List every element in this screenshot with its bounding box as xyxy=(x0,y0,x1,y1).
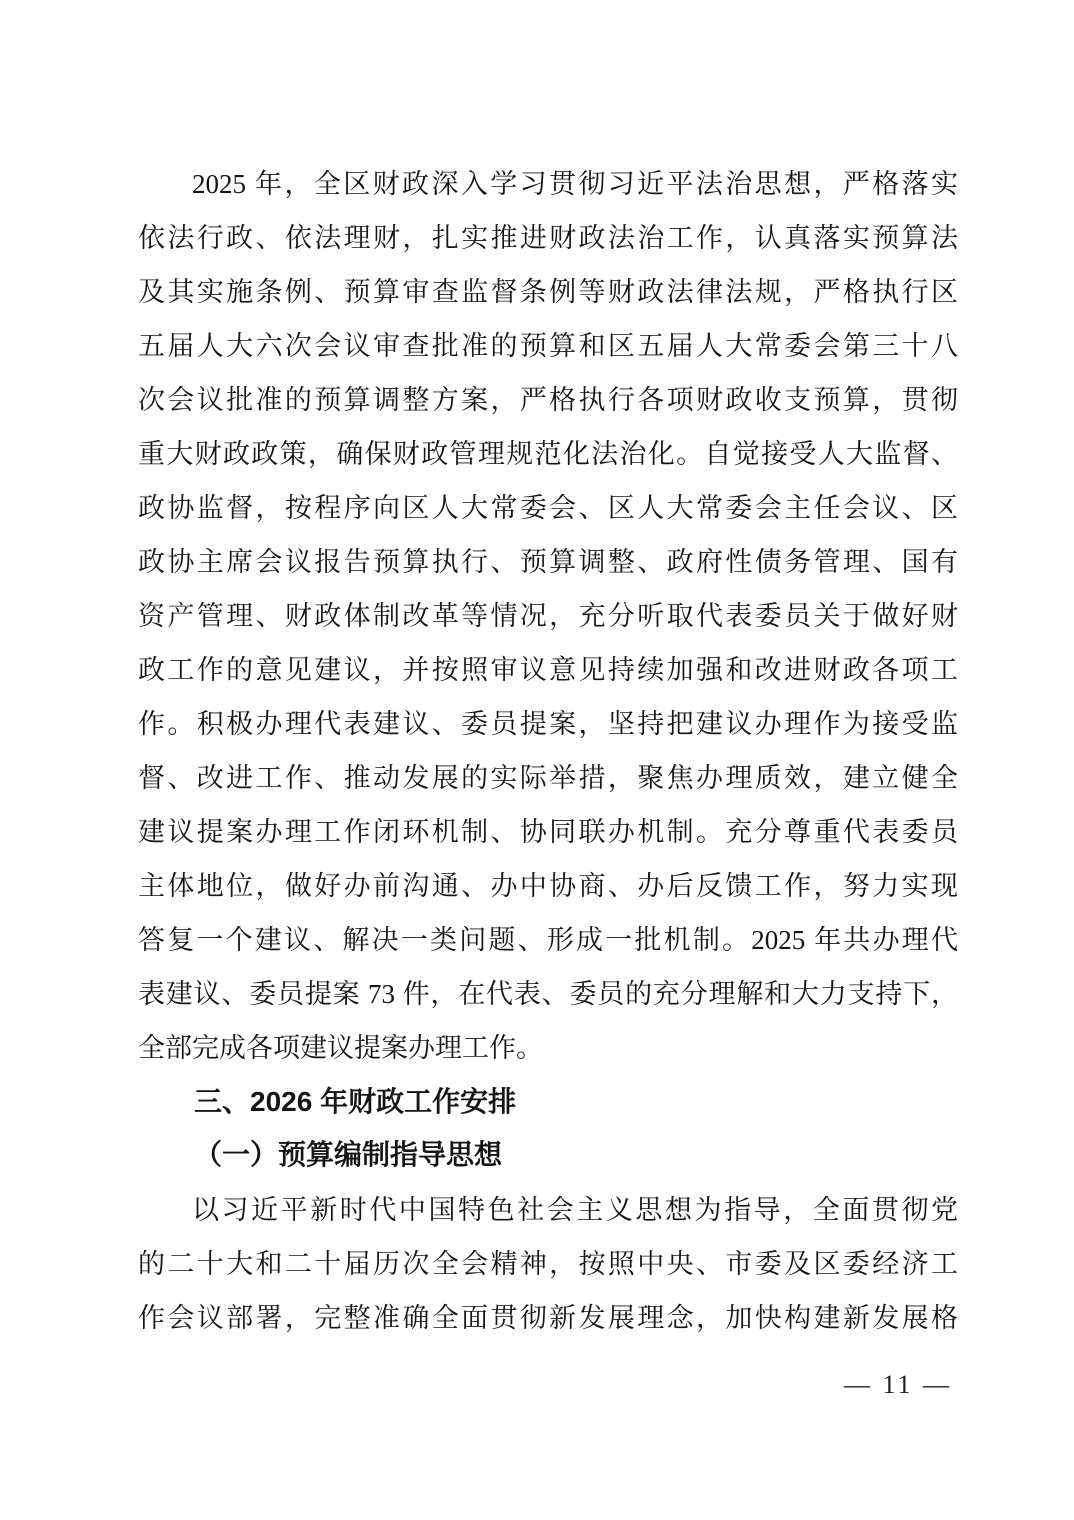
body-text-line: 资产管理、财政体制改革等情况，充分听取代表委员关于做好财 xyxy=(138,601,958,631)
body-text-line: 作会议部署，完整准确全面贯彻新发展理念，加快构建新发展格 xyxy=(138,1303,958,1333)
body-text-line: 依法行政、依法理财，扎实推进财政法治工作，认真落实预算法 xyxy=(138,223,958,253)
body-text-line: 作。积极办理代表建议、委员提案，坚持把建议办理作为接受监 xyxy=(138,709,958,739)
body-text-line: 2025 年，全区财政深入学习贯彻习近平法治思想，严格落实 xyxy=(192,169,958,199)
body-text-line: 五届人大六次会议审查批准的预算和区五届人大常委会第三十八 xyxy=(138,331,958,361)
body-text-line: 以习近平新时代中国特色社会主义思想为指导，全面贯彻党 xyxy=(192,1195,958,1225)
section-heading: 三、2026 年财政工作安排 xyxy=(194,1086,517,1117)
body-text-line: 建议提案办理工作闭环机制、协同联办机制。充分尊重代表委员 xyxy=(138,817,958,847)
body-text-line: 的二十大和二十届历次全会精神，按照中央、市委及区委经济工 xyxy=(138,1249,958,1279)
body-text-line: 表建议、委员提案 73 件，在代表、委员的充分理解和大力支持下， xyxy=(138,979,958,1009)
body-text-line: 全部完成各项建议提案办理工作。 xyxy=(138,1033,543,1063)
body-text-line: 次会议批准的预算调整方案，严格执行各项财政收支预算，贯彻 xyxy=(138,385,958,415)
body-text-line: 主体地位，做好办前沟通、办中协商、办后反馈工作，努力实现 xyxy=(138,871,958,901)
body-text-line: 及其实施条例、预算审查监督条例等财政法律法规，严格执行区 xyxy=(138,277,958,307)
page-number: — 11 — xyxy=(843,1370,952,1399)
body-text-line: 政工作的意见建议，并按照审议意见持续加强和改进财政各项工 xyxy=(138,655,958,685)
body-text-line: 政协主席会议报告预算执行、预算调整、政府性债务管理、国有 xyxy=(138,547,958,577)
body-text-line: 督、改进工作、推动发展的实际举措，聚焦办理质效，建立健全 xyxy=(138,763,958,793)
subsection-heading: （一）预算编制指导思想 xyxy=(194,1140,503,1171)
body-text-line: 答复一个建议、解决一类问题、形成一批机制。2025 年共办理代 xyxy=(138,925,958,955)
body-text-line: 重大财政政策，确保财政管理规范化法治化。自觉接受人大监督、 xyxy=(138,439,958,469)
body-text-line: 政协监督，按程序向区人大常委会、区人大常委会主任会议、区 xyxy=(138,493,958,523)
document-body xyxy=(138,157,958,1345)
